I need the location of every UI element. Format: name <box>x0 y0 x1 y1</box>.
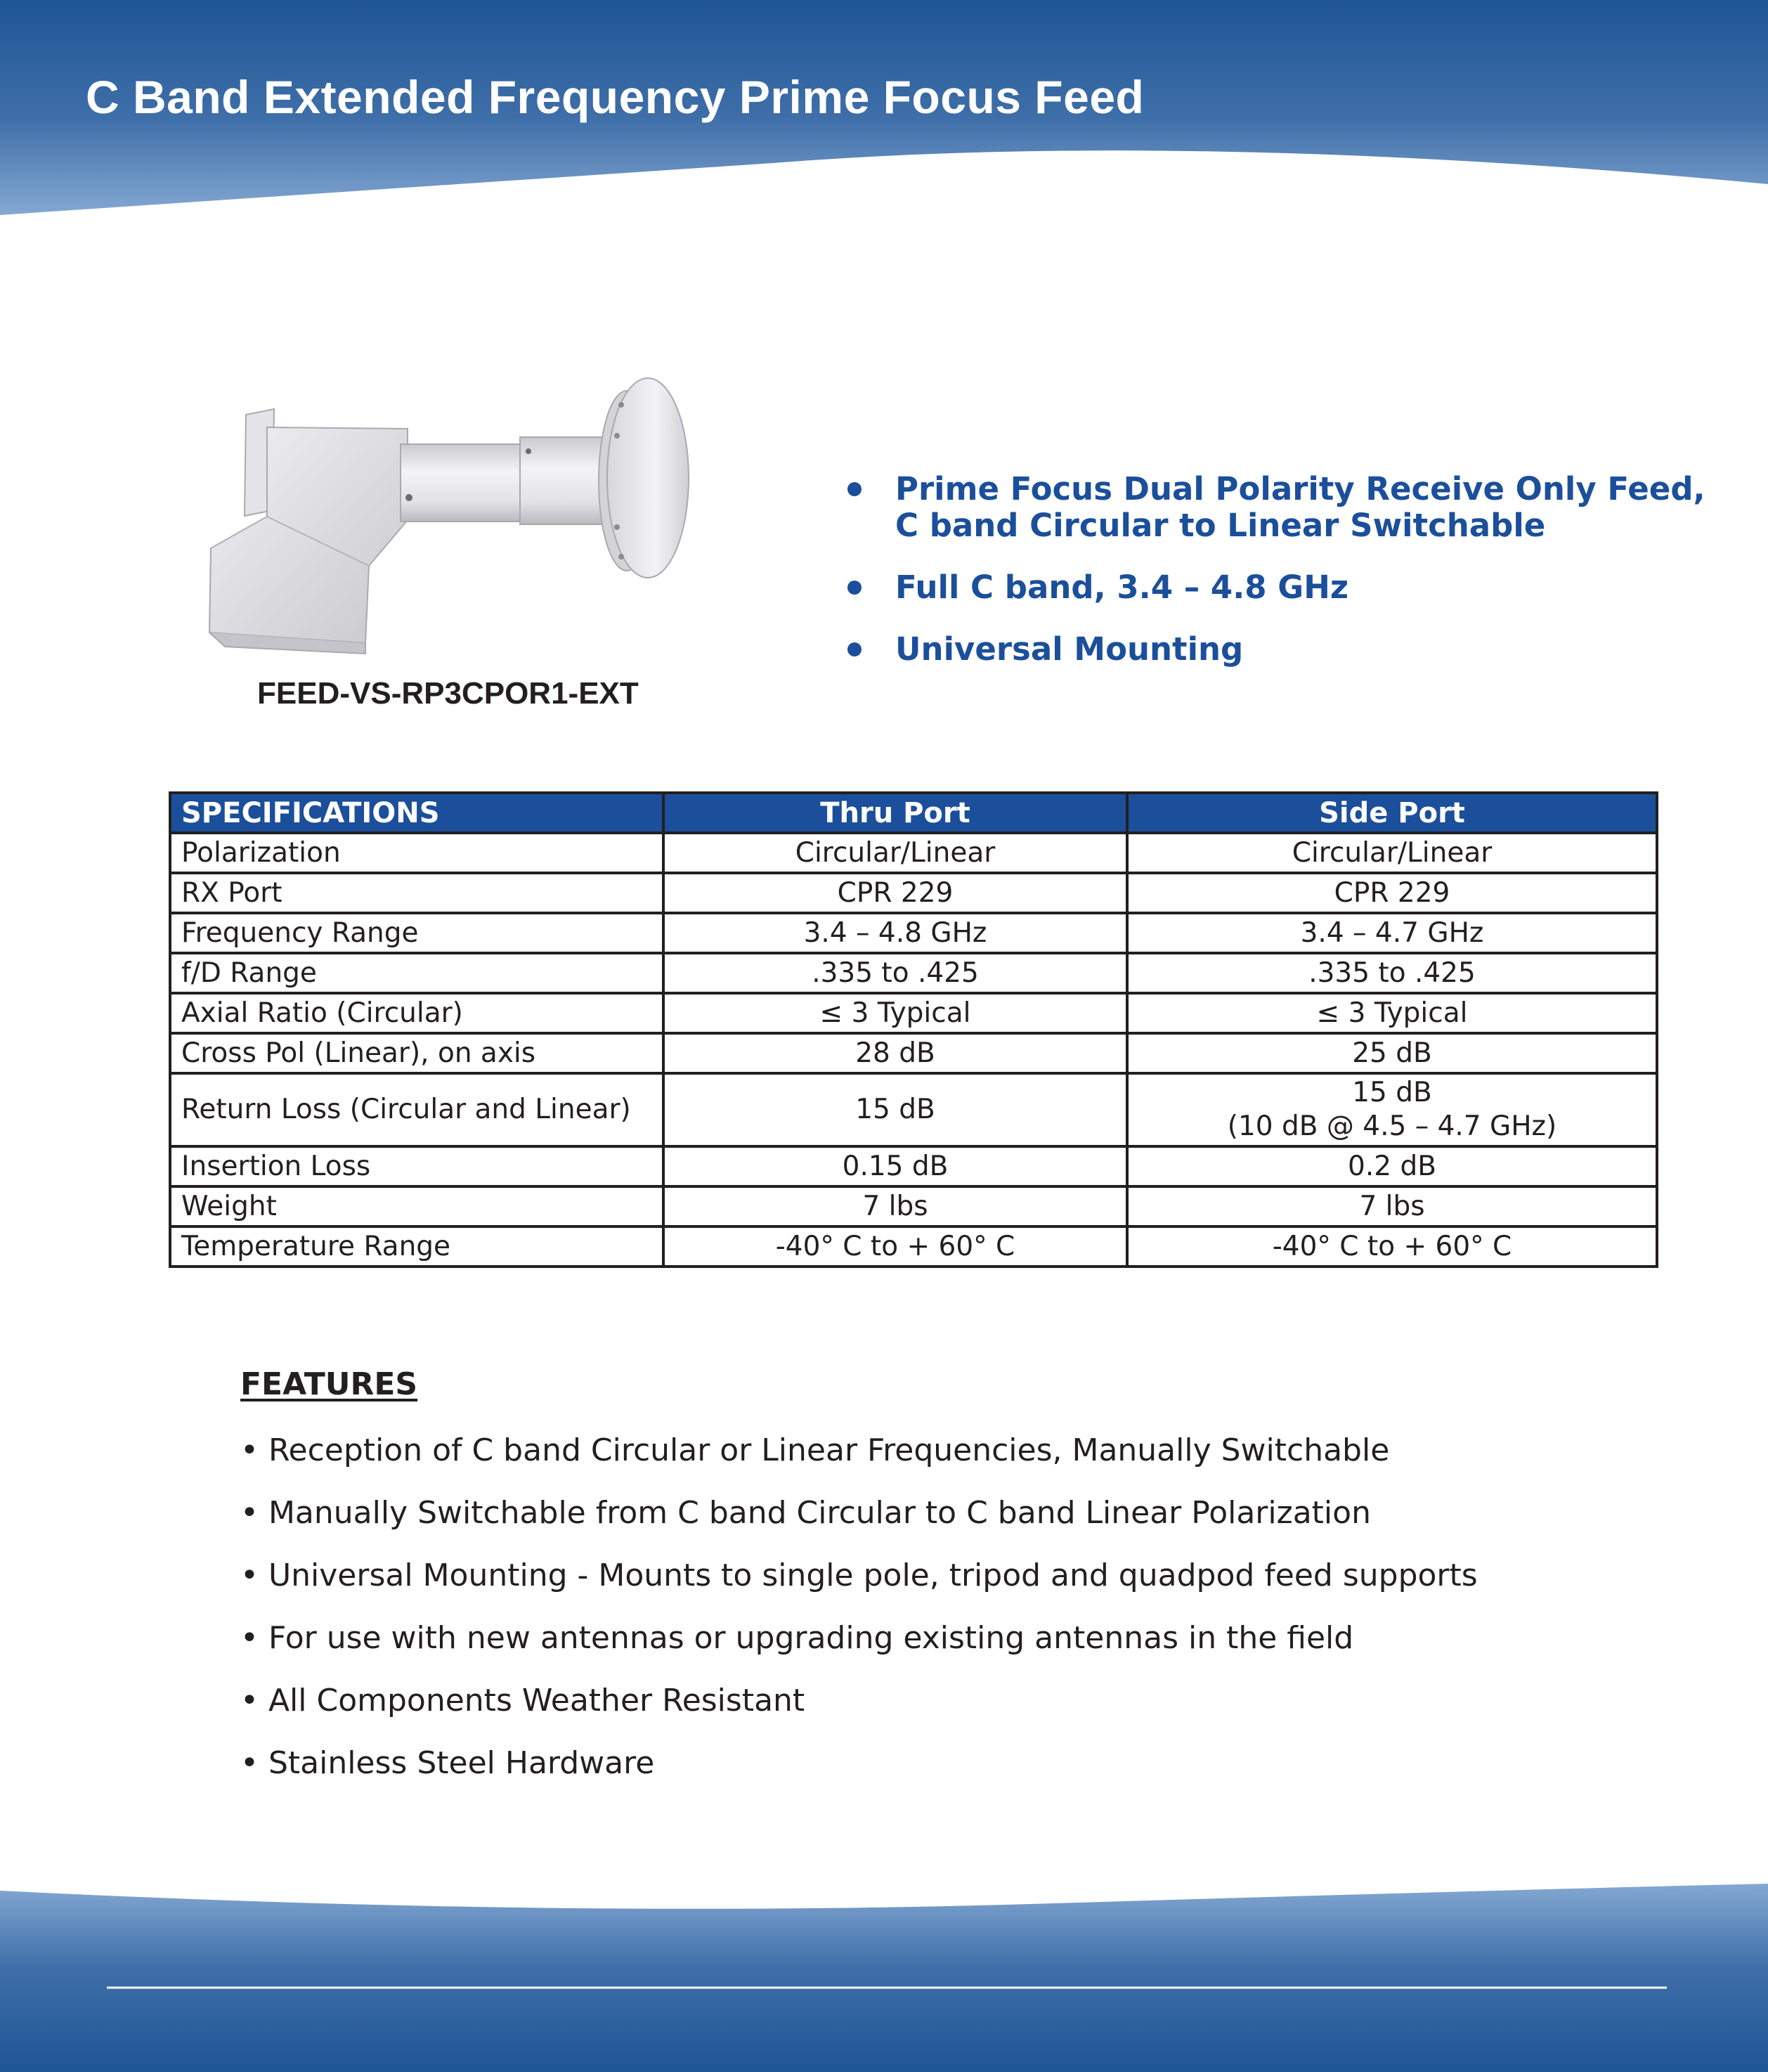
side-port-value: .335 to .425 <box>1127 953 1657 993</box>
list-item <box>240 1617 1646 1680</box>
side-port-value: ≤ 3 Typical <box>1127 993 1657 1033</box>
bullet-icon <box>847 642 862 656</box>
feature-text: All Components Weather Resistant <box>268 1683 805 1718</box>
feature-text: Manually Switchable from C band Circular to C band Linear Polarization <box>268 1495 1371 1531</box>
list-item <box>240 1742 1646 1805</box>
spec-label: Weight <box>170 1186 663 1226</box>
bullet-icon: • <box>240 1620 259 1656</box>
thru-port-value: 15 dB <box>663 1073 1127 1146</box>
highlight-item <box>843 471 1708 544</box>
side-port-value: 25 dB <box>1127 1033 1657 1073</box>
highlight-text: Full C band, 3.4 – 4.8 GHz <box>895 569 1349 606</box>
side-port-value: CPR 229 <box>1127 873 1657 913</box>
list-item <box>240 1492 1646 1555</box>
table-row <box>170 833 1657 873</box>
features-list <box>240 1430 1646 1805</box>
thru-port-value: -40° C to + 60° C <box>663 1226 1127 1267</box>
thru-port-value: ≤ 3 Typical <box>663 993 1127 1033</box>
thru-port-value: 28 dB <box>663 1033 1127 1073</box>
highlights-list <box>843 471 1708 693</box>
spec-label: Polarization <box>170 833 663 873</box>
thru-port-value: 0.15 dB <box>663 1146 1127 1186</box>
column-header-thru-port: Thru Port <box>663 793 1127 833</box>
product-photo <box>197 344 717 675</box>
column-header-side-port: Side Port <box>1127 793 1657 833</box>
bullet-icon: • <box>240 1558 259 1593</box>
feature-text: Universal Mounting - Mounts to single pole, tripod and quadpod feed supports <box>268 1558 1478 1593</box>
thru-port-value: CPR 229 <box>663 873 1127 913</box>
feature-text: Stainless Steel Hardware <box>268 1745 655 1781</box>
model-number: FEED-VS-RP3CPOR1-EXT <box>257 676 639 711</box>
side-port-value-note: (10 dB @ 4.5 – 4.7 GHz) <box>1227 1111 1557 1142</box>
specifications-table <box>169 791 1658 1268</box>
spec-label: Return Loss (Circular and Linear) <box>170 1073 663 1146</box>
table-row <box>170 993 1657 1033</box>
thru-port-value: Circular/Linear <box>663 833 1127 873</box>
bullet-icon: • <box>240 1683 259 1718</box>
highlight-item <box>843 569 1708 606</box>
thru-port-value: .335 to .425 <box>663 953 1127 993</box>
spec-label: Insertion Loss <box>170 1146 663 1186</box>
table-row <box>170 1033 1657 1073</box>
feature-text: Reception of C band Circular or Linear Frequencies, Manually Switchable <box>268 1432 1390 1468</box>
spec-label: RX Port <box>170 873 663 913</box>
features-heading: FEATURES <box>240 1366 418 1402</box>
side-port-value: 0.2 dB <box>1127 1146 1657 1186</box>
list-item <box>240 1430 1646 1492</box>
side-port-value-main: 15 dB <box>1352 1077 1432 1108</box>
column-header-specifications: SPECIFICATIONS <box>170 793 663 833</box>
thru-port-value: 7 lbs <box>663 1186 1127 1226</box>
table-row <box>170 1226 1657 1267</box>
spec-label: f/D Range <box>170 953 663 993</box>
highlight-item <box>843 631 1708 668</box>
side-port-value: 7 lbs <box>1127 1186 1657 1226</box>
footer-band <box>0 1884 1768 2072</box>
feature-text: For use with new antennas or upgrading existing antennas in the field <box>268 1620 1354 1656</box>
table-row <box>170 1186 1657 1226</box>
table-row <box>170 953 1657 993</box>
bullet-icon <box>847 581 862 595</box>
table-row <box>170 913 1657 953</box>
spec-label: Axial Ratio (Circular) <box>170 993 663 1033</box>
spec-label: Cross Pol (Linear), on axis <box>170 1033 663 1073</box>
bullet-icon: • <box>240 1432 259 1468</box>
spec-label: Frequency Range <box>170 913 663 953</box>
side-port-value: -40° C to + 60° C <box>1127 1226 1657 1267</box>
highlight-text: Universal Mounting <box>895 630 1244 668</box>
highlight-text: Prime Focus Dual Polarity Receive Only Feed, C band Circular to Linear Switchable <box>895 470 1705 544</box>
side-port-value <box>1127 1073 1657 1146</box>
side-port-value: 3.4 – 4.7 GHz <box>1127 913 1657 953</box>
bullet-icon: • <box>240 1745 259 1781</box>
table-header-row <box>170 793 1657 833</box>
list-item <box>240 1555 1646 1617</box>
table-row <box>170 873 1657 913</box>
bullet-icon: • <box>240 1495 259 1531</box>
list-item <box>240 1680 1646 1742</box>
side-port-value: Circular/Linear <box>1127 833 1657 873</box>
bullet-icon <box>847 482 862 496</box>
spec-label: Temperature Range <box>170 1226 663 1267</box>
thru-port-value: 3.4 – 4.8 GHz <box>663 913 1127 953</box>
page-title: C Band Extended Frequency Prime Focus Feed <box>86 71 1145 123</box>
table-row <box>170 1146 1657 1186</box>
table-row <box>170 1073 1657 1146</box>
